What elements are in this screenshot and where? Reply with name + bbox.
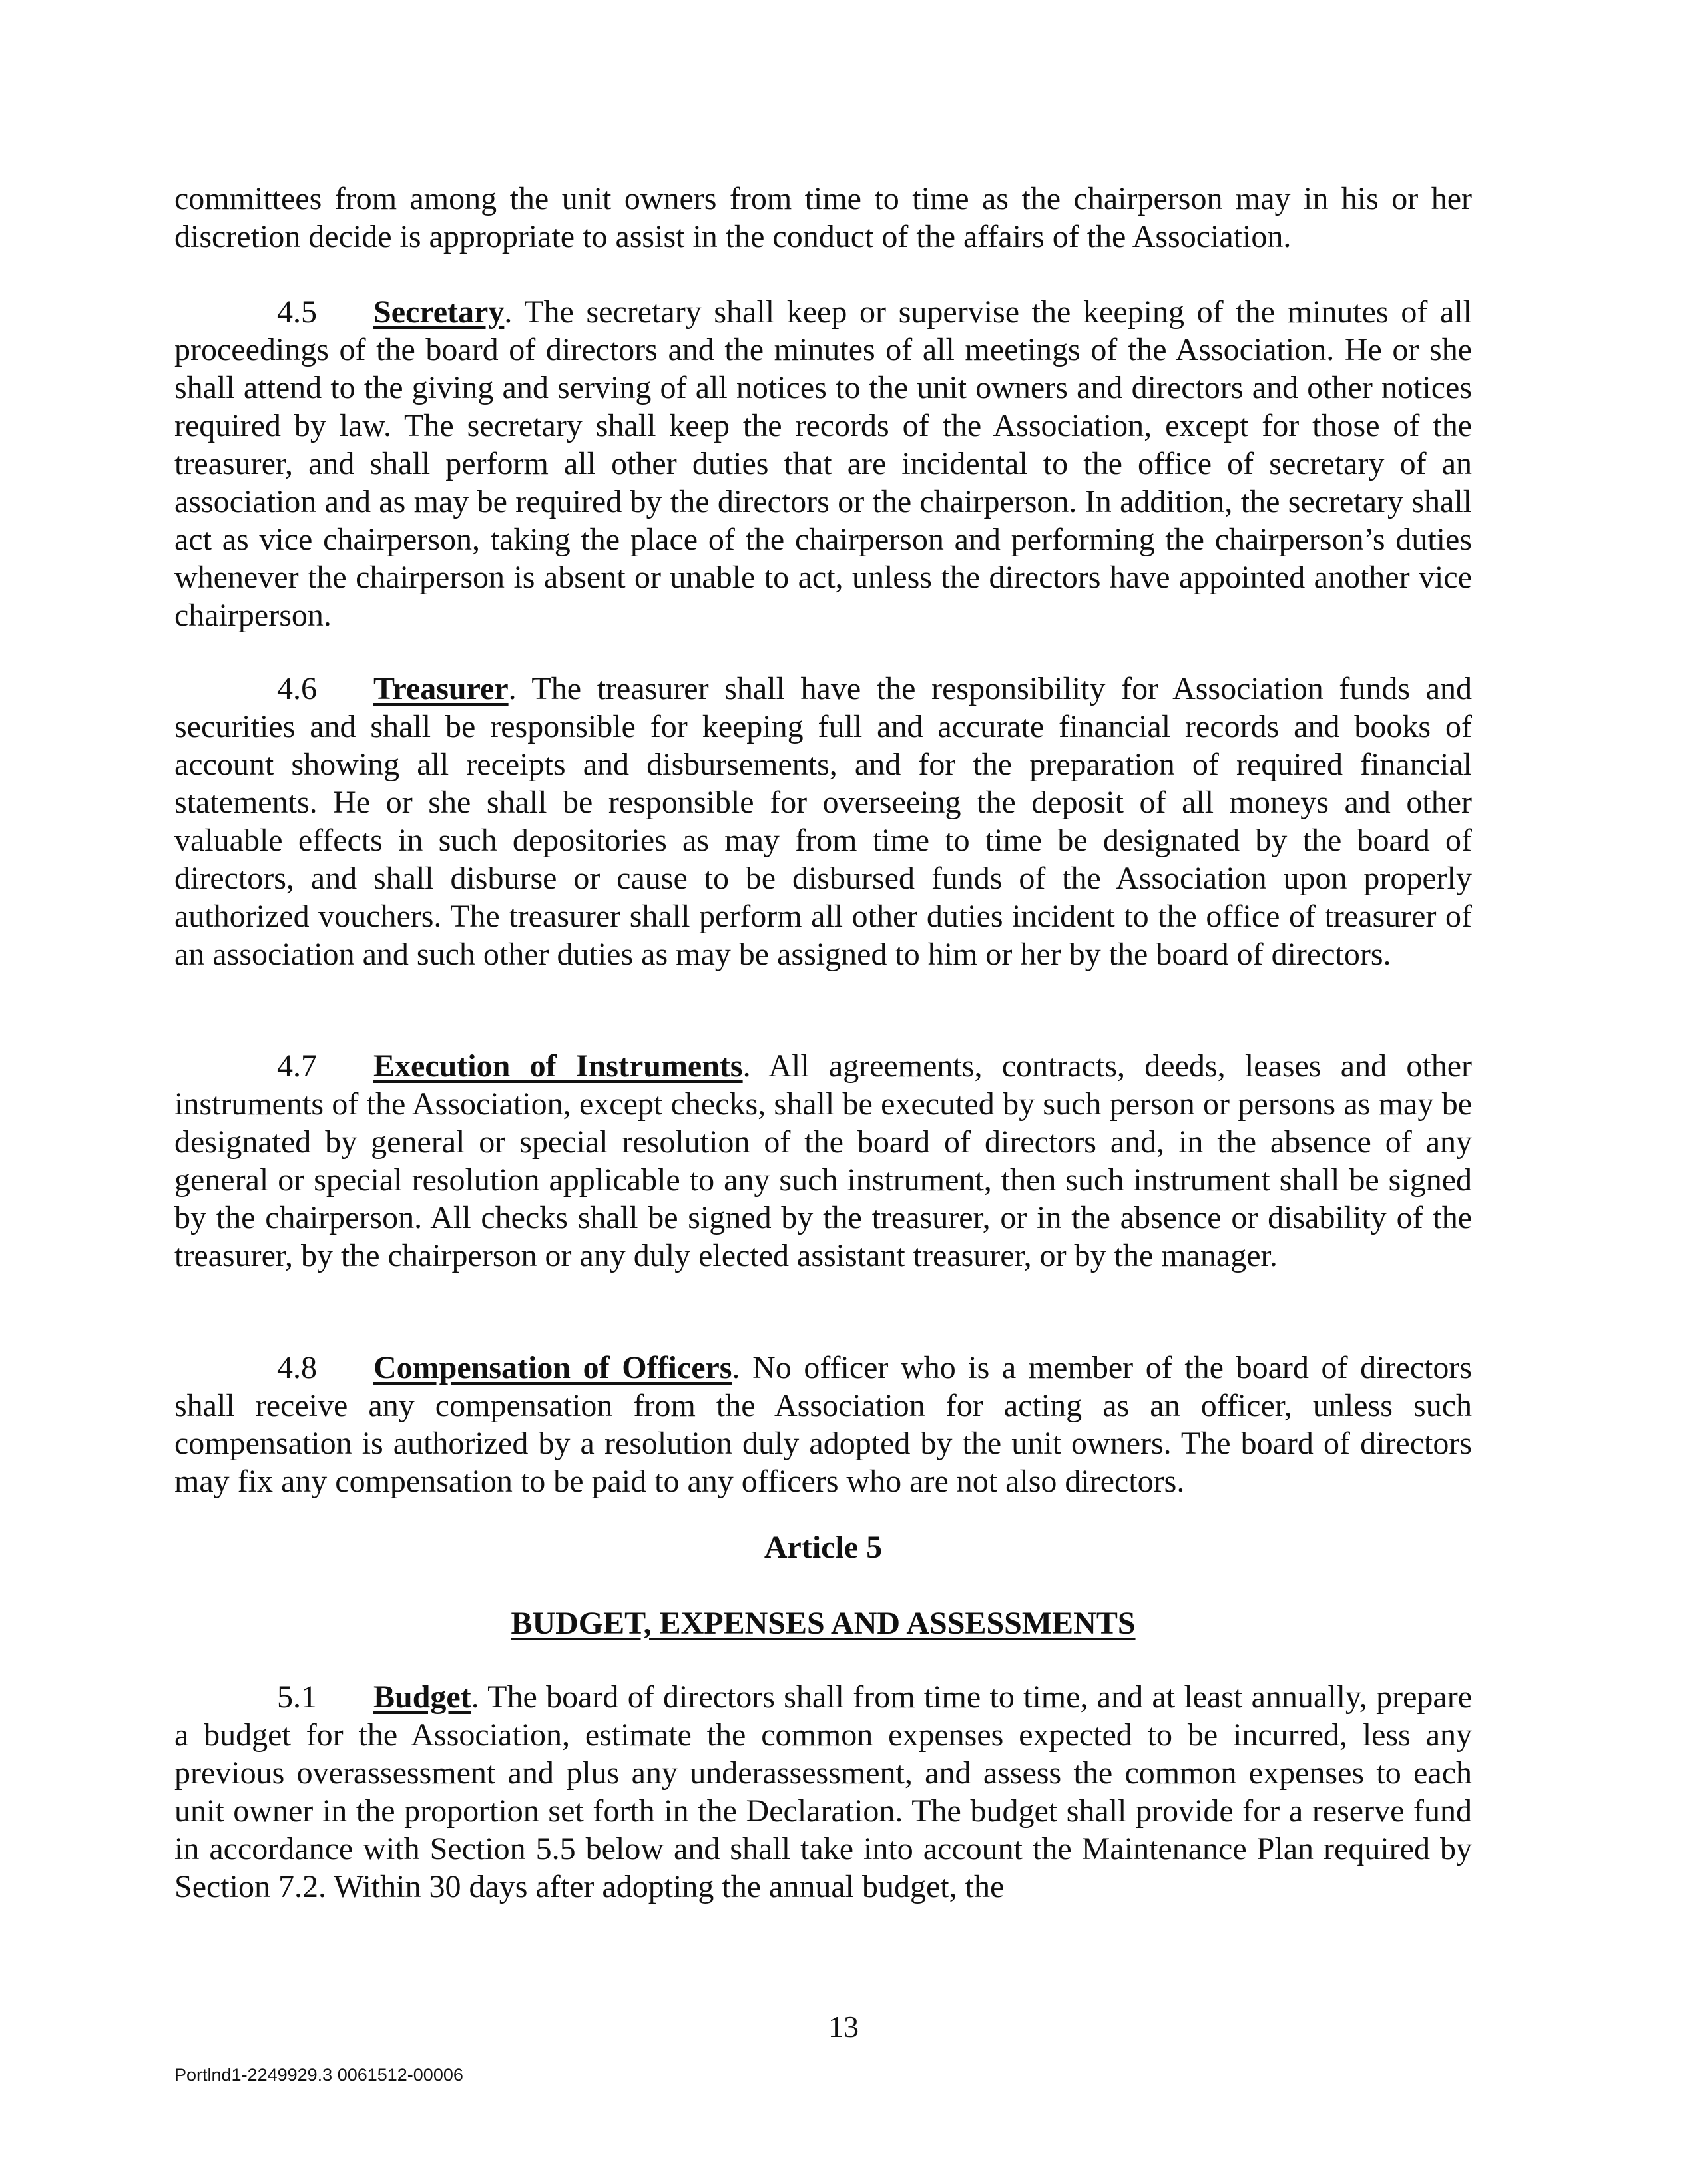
section-title: Budget (373, 1679, 471, 1715)
title-period: . (504, 294, 525, 329)
section-text: The treasurer shall have the responsibility for Association funds and securities and shall be responsible for keeping full and accurate financial records and books of account showing all receipts and disbursements, and for the preparation of required financial statements. He or she shall be responsible for overseeing the deposit of all moneys and other valuable effects in such depositories as may from time to time be designated by the board of directors, and shall disburse or cause to be disbursed funds of the Association upon properly authorized vouchers. The treasurer shall perform all other duties incident to the office of treasurer of an association and such other duties as may be assigned to him or her by the board of directors. (174, 671, 1472, 972)
section-text: No officer who is a member of the board of directors shall receive any compensation from the Association for acting as an officer, unless such compensation is authorized by a resolution duly adopted by the unit owners. The board of directors may fix any compensation to be paid to any officers who are not also directors. (174, 1350, 1473, 1499)
title-period: . (508, 671, 532, 706)
section-4-5-paragraph (174, 293, 1472, 634)
section-title: Treasurer (373, 671, 509, 706)
section-4-6-paragraph (174, 670, 1472, 973)
section-title: Execution of Instruments (373, 1048, 743, 1084)
section-5-1-paragraph (174, 1678, 1472, 1906)
section-text: All agreements, contracts, deeds, leases and other instruments of the Association, except checks, shall be executed by such person or persons as may be designated by general or special resolution of the board of directors and, in the absence of any general or special resolution applicable to any such instrument, then such instrument shall be signed by the chairperson. All checks shall be signed by the treasurer, or in the absence or disability of the treasurer, by the chairperson or any duly elected assistant treasurer, or by the manager. (174, 1048, 1473, 1273)
section-title: Compensation of Officers (373, 1350, 732, 1385)
article-title (174, 1604, 1472, 1642)
title-period: . (732, 1350, 753, 1385)
section-4-8-paragraph (174, 1349, 1472, 1500)
section-number: 4.7 (277, 1048, 317, 1084)
page-number: 13 (828, 2010, 859, 2044)
section-number: 5.1 (277, 1679, 317, 1715)
section-number: 4.6 (277, 671, 317, 706)
continuation-paragraph: committees from among the unit owners from time to time as the chairperson may in his or her discretion decide is appropriate to assist in the conduct of the affairs of the Association. (174, 181, 1472, 254)
document-id: Portlnd1-2249929.3 0061512-00006 (174, 2065, 463, 2085)
title-period: . (742, 1048, 769, 1084)
section-text: The board of directors shall from time to time, and at least annually, prepare a budget for the Association, estimate the common expenses expected to be incurred, less any previous overassessment and plus any underassessment, and assess the common expenses to each unit owner in the proportion set forth in the Declaration. The budget shall provide for a reserve fund in accordance with Section 5.5 below and shall take into account the Maintenance Plan required by Section 7.2. Within 30 days after adopting the annual budget, the (174, 1679, 1472, 1904)
section-number: 4.8 (277, 1350, 317, 1385)
section-4-7-paragraph (174, 1047, 1472, 1275)
section-text: The secretary shall keep or supervise the keeping of the minutes of all proceedings of the board of directors and the minutes of all meetings of the Association. He or she shall attend to the giving and serving of all notices to the unit owners and directors and other notices required by law. The secretary shall keep the records of the Association, except for those of the treasurer, and shall perform all other duties that are incidental to the office of secretary of an association and as may be required by the directors or the chairperson. In addition, the secretary shall act as vice chairperson, taking the place of the chairperson and performing the chairperson’s duties whenever the chairperson is absent or unable to act, unless the directors have appointed another vice chairperson. (174, 294, 1472, 633)
title-period: . (471, 1679, 488, 1715)
section-number: 4.5 (277, 294, 317, 329)
section-title: Secretary (373, 294, 505, 329)
article-title-text: BUDGET, EXPENSES AND ASSESSMENTS (511, 1606, 1136, 1641)
article-label: Article 5 (764, 1530, 883, 1565)
